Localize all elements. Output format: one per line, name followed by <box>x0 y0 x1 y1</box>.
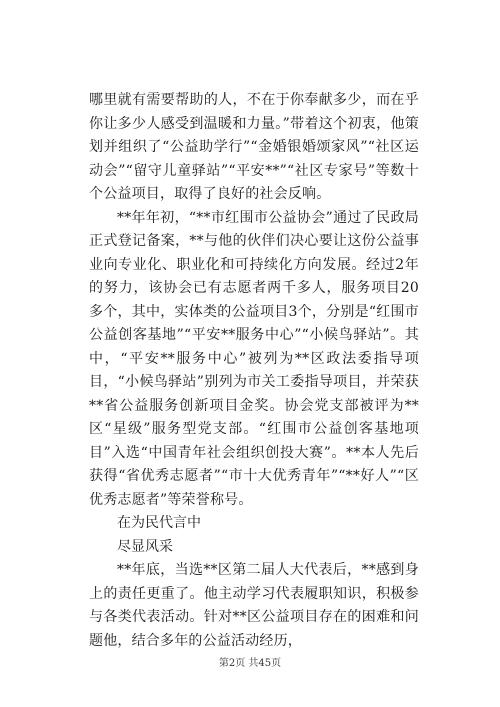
paragraph-association: **年年初，“**市红围市公益协会”通过了民政局正式登记备案，**与他的伙伴们决心要让这份公益事业向专业化、职业化和可持续化方向发展。经过2年的努力，该协会已有志愿者两千多人，服务项目20多个，其中，实体类的公益项目3个，分别是“红围市公益创客基地”“平安**服务中心”“小候鸟驿站”。其中，“平安**服务中心”被列为**区政法委指导项目，“小候鸟驿站”别列为市关工委指导项目，并荣获**省公益服务创新项目金奖。协会党支部被评为**区“星级”服务型党支部。“红围市公益创客基地项目”入选“中国青年社会组织创投大赛”。**本人先后获得“省优秀志愿者”“市十大优秀青年”“**好人”“区优秀志愿者”等荣誉称号。 <box>89 209 419 508</box>
paragraph-continuation: 哪里就有需要帮助的人，不在于你奉献多少，而在乎你让多少人感受到温暖和力量。”带着这个初衷，他策划并组织了“公益助学行”“金婚银婚颂家风”“社区运动会”“留守儿童驿站”“平安**”“社区专家号”等数十个公益项目，取得了良好的社会反响。 <box>89 92 419 202</box>
section-heading-line-2: 尽显风采 <box>117 538 173 555</box>
paragraph-representative: **年底，当选**区第二届人大代表后，**感到身上的责任更重了。他主动学习代表履职知识，积极参与各类代表活动。针对**区公益项目存在的困难和问题他，结合多年的公益活动经历， <box>89 562 419 649</box>
section-heading-line-1: 在为民代言中 <box>117 515 201 531</box>
page-number-footer: 第2页 共45页 <box>218 658 282 669</box>
document-body <box>89 89 419 653</box>
